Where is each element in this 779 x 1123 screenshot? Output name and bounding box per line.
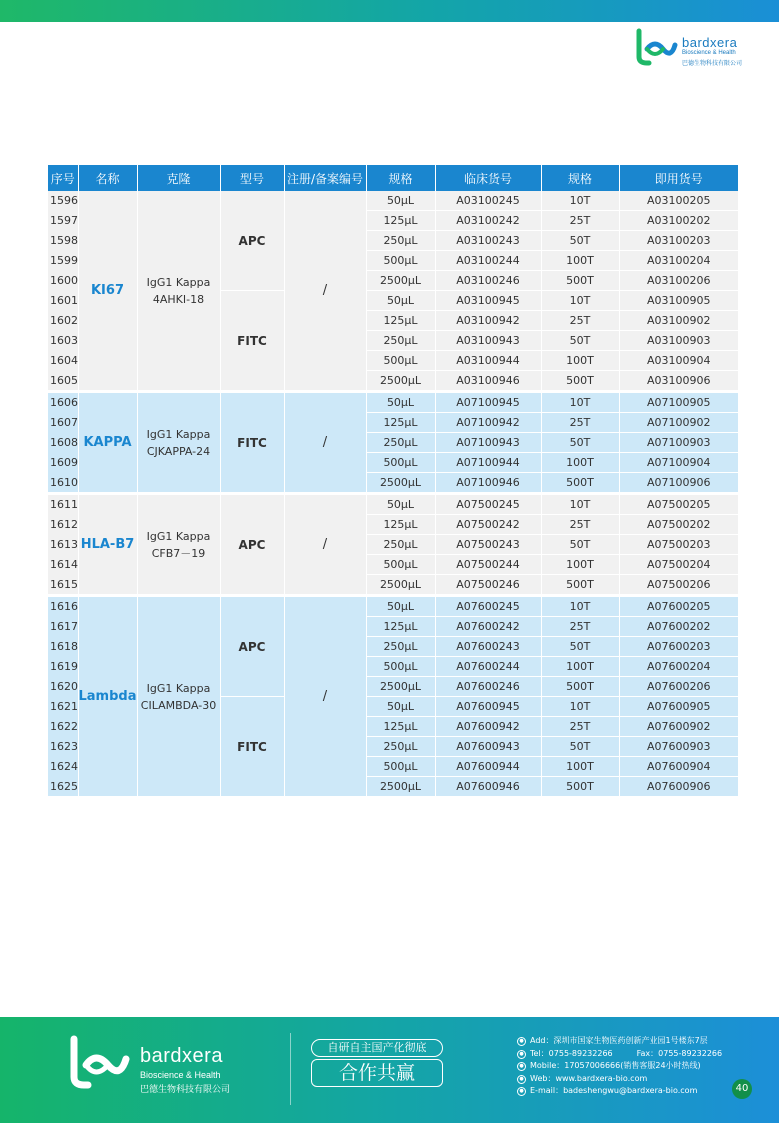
seq-cell: 1607 (48, 413, 78, 433)
clone-id: CFB7－19 (151, 546, 206, 560)
ready-cell: A07600202 (619, 617, 738, 637)
column-header: 临床货号 (435, 165, 541, 191)
column-header: 名称 (78, 165, 137, 191)
clone-id: 4AHKI-18 (152, 292, 205, 306)
seq-cell: 1598 (48, 231, 78, 251)
mobile-icon: ● (517, 1062, 526, 1071)
spec-cell: 2500μL (366, 473, 435, 493)
seq-cell: 1615 (48, 575, 78, 595)
ready-cell: A07100905 (619, 393, 738, 413)
clinical-cell: A07500245 (435, 495, 541, 515)
header-logo (635, 27, 753, 67)
contact-address: ● Add：深圳市国家生物医药创新产业园1号楼东7层 (517, 1035, 757, 1048)
seq-cell: 1618 (48, 637, 78, 657)
clinical-cell: A07600245 (435, 597, 541, 617)
ready-cell: A03100204 (619, 251, 738, 271)
seq-cell: 1613 (48, 535, 78, 555)
ready-cell: A07600203 (619, 637, 738, 657)
spec-cell: 500μL (366, 657, 435, 677)
table-row (48, 393, 738, 413)
seq-cell: 1616 (48, 597, 78, 617)
clone-isotype: IgG1 Kappa (146, 681, 211, 695)
mail-icon: ● (517, 1087, 526, 1096)
spec-cell: 50μL (366, 393, 435, 413)
clinical-cell: A03100244 (435, 251, 541, 271)
spec2-cell: 50T (541, 637, 619, 657)
clinical-cell: A07100944 (435, 453, 541, 473)
spec-cell: 125μL (366, 311, 435, 331)
clone-cell (137, 495, 220, 594)
ready-cell: A07600903 (619, 737, 738, 757)
registration-cell: / (284, 393, 366, 492)
contact-email[interactable]: ● E-mail：badeshengwu@bardxera-bio.com (517, 1085, 757, 1098)
spec2-cell: 500T (541, 677, 619, 697)
table-row (48, 597, 738, 617)
spec2-cell: 10T (541, 697, 619, 717)
ready-cell: A07500203 (619, 535, 738, 555)
spec-cell: 250μL (366, 331, 435, 351)
ready-cell: A03100904 (619, 351, 738, 371)
footer-tagline: Bioscience & Health (140, 1070, 221, 1080)
clinical-cell: A03100944 (435, 351, 541, 371)
spec2-cell: 500T (541, 473, 619, 493)
ready-cell: A07500205 (619, 495, 738, 515)
spec-cell: 500μL (366, 757, 435, 777)
ready-cell: A07500206 (619, 575, 738, 595)
ready-cell: A07600905 (619, 697, 738, 717)
ready-cell: A07100904 (619, 453, 738, 473)
spec-cell: 2500μL (366, 575, 435, 595)
column-header: 型号 (220, 165, 284, 191)
spec2-cell: 10T (541, 191, 619, 211)
seq-cell: 1603 (48, 331, 78, 351)
logo-cn-name: 巴德生物科技有限公司 (682, 60, 743, 67)
clinical-cell: A07500243 (435, 535, 541, 555)
seq-cell: 1623 (48, 737, 78, 757)
model-cell: APC (220, 191, 284, 291)
clone-cell (137, 597, 220, 796)
globe-icon: ● (517, 1075, 526, 1084)
clinical-cell: A07600943 (435, 737, 541, 757)
spec2-cell: 50T (541, 433, 619, 453)
spec2-cell: 10T (541, 393, 619, 413)
spec2-cell: 100T (541, 351, 619, 371)
clinical-cell: A07600246 (435, 677, 541, 697)
ready-cell: A03100906 (619, 371, 738, 391)
clinical-cell: A07600946 (435, 777, 541, 797)
ready-cell: A03100903 (619, 331, 738, 351)
spec-cell: 500μL (366, 251, 435, 271)
product-group (48, 393, 738, 492)
spec2-cell: 50T (541, 231, 619, 251)
clinical-cell: A03100945 (435, 291, 541, 311)
spec2-cell: 500T (541, 777, 619, 797)
ready-cell: A07600906 (619, 777, 738, 797)
seq-cell: 1605 (48, 371, 78, 391)
seq-cell: 1609 (48, 453, 78, 473)
spec-cell: 125μL (366, 413, 435, 433)
registration-cell: / (284, 597, 366, 796)
column-header: 规格 (366, 165, 435, 191)
clone-cell (137, 393, 220, 492)
clinical-cell: A03100243 (435, 231, 541, 251)
seq-cell: 1602 (48, 311, 78, 331)
footer-divider (290, 1033, 291, 1105)
clone-id: CJKAPPA-24 (146, 444, 211, 458)
seq-cell: 1599 (48, 251, 78, 271)
table-header-row (48, 165, 738, 191)
spec2-cell: 25T (541, 311, 619, 331)
spec2-cell: 25T (541, 617, 619, 637)
product-name: KI67 (78, 191, 137, 390)
spec-cell: 125μL (366, 617, 435, 637)
clinical-cell: A07600945 (435, 697, 541, 717)
registration-cell: / (284, 495, 366, 594)
model-cell: APC (220, 495, 284, 594)
spec2-cell: 25T (541, 717, 619, 737)
spec2-cell: 10T (541, 597, 619, 617)
product-table (48, 165, 738, 796)
contact-phone: ● Tel：0755-89232266 Fax：0755-89232266 (517, 1048, 757, 1061)
spec-cell: 50μL (366, 291, 435, 311)
seq-cell: 1624 (48, 757, 78, 777)
seq-cell: 1614 (48, 555, 78, 575)
seq-cell: 1610 (48, 473, 78, 493)
location-icon: ● (517, 1037, 526, 1046)
spec2-cell: 50T (541, 535, 619, 555)
clone-isotype: IgG1 Kappa (146, 529, 211, 543)
clone-id: CILAMBDA-30 (140, 698, 217, 712)
ready-cell: A07500204 (619, 555, 738, 575)
spec2-cell: 25T (541, 413, 619, 433)
clone-isotype: IgG1 Kappa (146, 427, 211, 441)
slogan-bottom: 合作共赢 (311, 1059, 443, 1087)
ready-cell: A03100206 (619, 271, 738, 291)
contact-mobile: ● Mobile：17057006666(销售客服24小时热线) (517, 1060, 757, 1073)
column-header: 注册/备案编号 (284, 165, 366, 191)
seq-cell: 1601 (48, 291, 78, 311)
clone-isotype: IgG1 Kappa (146, 275, 211, 289)
bardxera-logo-icon (635, 27, 679, 67)
clinical-cell: A07600242 (435, 617, 541, 637)
seq-cell: 1612 (48, 515, 78, 535)
spec2-cell: 100T (541, 555, 619, 575)
spec2-cell: 10T (541, 291, 619, 311)
spec2-cell: 25T (541, 515, 619, 535)
clinical-cell: A07100943 (435, 433, 541, 453)
footer (0, 1017, 779, 1123)
ready-cell: A07600902 (619, 717, 738, 737)
seq-cell: 1625 (48, 777, 78, 797)
clinical-cell: A03100942 (435, 311, 541, 331)
clinical-cell: A07500246 (435, 575, 541, 595)
model-cell: FITC (220, 393, 284, 492)
spec2-cell: 25T (541, 211, 619, 231)
seq-cell: 1597 (48, 211, 78, 231)
seq-cell: 1604 (48, 351, 78, 371)
slogan-top: 自研自主国产化彻底 (311, 1039, 443, 1057)
ready-cell: A07500202 (619, 515, 738, 535)
slogan (311, 1039, 441, 1087)
spec-cell: 125μL (366, 211, 435, 231)
ready-cell: A03100902 (619, 311, 738, 331)
model-cell: FITC (220, 697, 284, 797)
seq-cell: 1622 (48, 717, 78, 737)
clinical-cell: A07600944 (435, 757, 541, 777)
footer-logo (68, 1035, 238, 1095)
clinical-cell: A07100945 (435, 393, 541, 413)
product-name: HLA-B7 (78, 495, 137, 594)
ready-cell: A07100903 (619, 433, 738, 453)
spec-cell: 2500μL (366, 677, 435, 697)
seq-cell: 1596 (48, 191, 78, 211)
spec2-cell: 500T (541, 371, 619, 391)
column-header: 规格 (541, 165, 619, 191)
clinical-cell: A07500242 (435, 515, 541, 535)
product-group (48, 495, 738, 594)
model-cell: APC (220, 597, 284, 697)
spec-cell: 250μL (366, 535, 435, 555)
product-name: KAPPA (78, 393, 137, 492)
table-row (48, 495, 738, 515)
clinical-cell: A03100946 (435, 371, 541, 391)
spec2-cell: 100T (541, 757, 619, 777)
seq-cell: 1611 (48, 495, 78, 515)
seq-cell: 1621 (48, 697, 78, 717)
phone-icon: ● (517, 1050, 526, 1059)
column-header: 即用货号 (619, 165, 738, 191)
spec2-cell: 500T (541, 575, 619, 595)
seq-cell: 1606 (48, 393, 78, 413)
seq-cell: 1617 (48, 617, 78, 637)
spec2-cell: 100T (541, 453, 619, 473)
spec2-cell: 50T (541, 331, 619, 351)
column-header: 克隆 (137, 165, 220, 191)
clinical-cell: A03100242 (435, 211, 541, 231)
clinical-cell: A07100942 (435, 413, 541, 433)
spec-cell: 250μL (366, 433, 435, 453)
spec2-cell: 50T (541, 737, 619, 757)
footer-brand-name: bardxera (140, 1045, 223, 1067)
page-number: 40 (732, 1079, 752, 1099)
product-name: Lambda (78, 597, 137, 796)
spec-cell: 250μL (366, 231, 435, 251)
logo-brand-name: bardxera (682, 35, 738, 50)
spec2-cell: 100T (541, 251, 619, 271)
footer-cn-name: 巴德生物科技有限公司 (140, 1085, 231, 1095)
top-gradient-bar (0, 0, 779, 22)
ready-cell: A07100902 (619, 413, 738, 433)
clinical-cell: A07500244 (435, 555, 541, 575)
spec2-cell: 500T (541, 271, 619, 291)
clinical-cell: A03100943 (435, 331, 541, 351)
clinical-cell: A07100946 (435, 473, 541, 493)
clinical-cell: A07600942 (435, 717, 541, 737)
model-cell: FITC (220, 291, 284, 391)
bardxera-logo-icon (68, 1035, 132, 1091)
spec-cell: 50μL (366, 495, 435, 515)
spec-cell: 500μL (366, 453, 435, 473)
table-row (48, 191, 738, 211)
spec-cell: 250μL (366, 637, 435, 657)
spec-cell: 125μL (366, 717, 435, 737)
clinical-cell: A03100246 (435, 271, 541, 291)
spec-cell: 50μL (366, 597, 435, 617)
spec-cell: 2500μL (366, 777, 435, 797)
spec2-cell: 10T (541, 495, 619, 515)
ready-cell: A07100906 (619, 473, 738, 493)
spec-cell: 500μL (366, 555, 435, 575)
ready-cell: A03100202 (619, 211, 738, 231)
clinical-cell: A07600244 (435, 657, 541, 677)
ready-cell: A07600904 (619, 757, 738, 777)
product-group (48, 191, 738, 390)
logo-tagline: Bioscience & Health (682, 50, 736, 56)
seq-cell: 1600 (48, 271, 78, 291)
column-header: 序号 (48, 165, 78, 191)
seq-cell: 1619 (48, 657, 78, 677)
clone-cell (137, 191, 220, 390)
ready-cell: A07600205 (619, 597, 738, 617)
spec-cell: 50μL (366, 191, 435, 211)
seq-cell: 1620 (48, 677, 78, 697)
ready-cell: A07600206 (619, 677, 738, 697)
spec-cell: 125μL (366, 515, 435, 535)
spec-cell: 2500μL (366, 371, 435, 391)
spec-cell: 50μL (366, 697, 435, 717)
product-group (48, 597, 738, 796)
spec-cell: 250μL (366, 737, 435, 757)
spec-cell: 500μL (366, 351, 435, 371)
seq-cell: 1608 (48, 433, 78, 453)
ready-cell: A03100205 (619, 191, 738, 211)
contact-info (517, 1035, 757, 1098)
spec2-cell: 100T (541, 657, 619, 677)
registration-cell: / (284, 191, 366, 390)
contact-web[interactable]: ● Web：www.bardxera-bio.com (517, 1073, 757, 1086)
ready-cell: A07600204 (619, 657, 738, 677)
ready-cell: A03100203 (619, 231, 738, 251)
clinical-cell: A07600243 (435, 637, 541, 657)
spec-cell: 2500μL (366, 271, 435, 291)
clinical-cell: A03100245 (435, 191, 541, 211)
ready-cell: A03100905 (619, 291, 738, 311)
